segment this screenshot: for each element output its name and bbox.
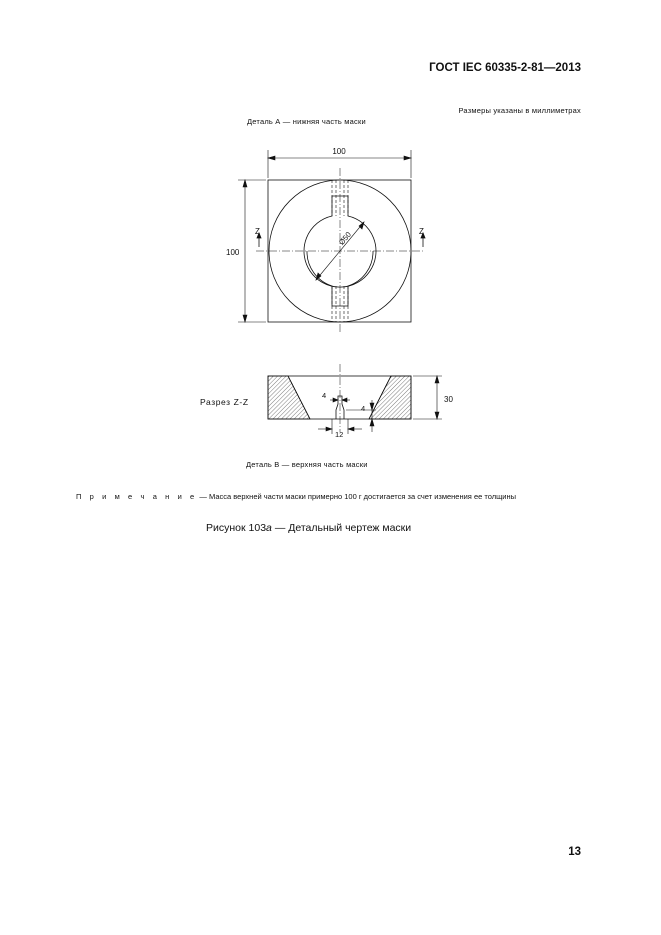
dim-width-label: 100 [332, 147, 346, 156]
detail-a-drawing [238, 150, 425, 334]
section-mark-right: Z [419, 227, 424, 236]
section-label: Разрез Z-Z [200, 397, 249, 407]
dim-section-height-label: 30 [444, 395, 453, 404]
dim-diameter-label: Ø50 [336, 230, 353, 247]
dimension-section-height [413, 376, 442, 419]
dim-slot-label: 4 [322, 391, 327, 400]
units-note: Размеры указаны в миллиметрах [458, 106, 581, 115]
section-hatch-right [369, 376, 411, 419]
note-label: П р и м е ч а н и е [76, 492, 198, 501]
dim-base-label: 12 [335, 430, 344, 439]
page-number: 13 [568, 846, 581, 858]
document-standard-number: ГОСТ IEC 60335-2-81—2013 [429, 62, 581, 74]
caption-prefix: Рисунок 103 [206, 522, 267, 534]
section-mark-left: Z [255, 227, 260, 236]
caption-suffix: а [266, 522, 272, 534]
note-text: Масса верхней части маски примерно 100 г достигается за счет изменения ее толщины [209, 492, 517, 501]
section-hatch-left [268, 376, 310, 419]
caption-title: — Детальный чертеж маски [274, 522, 412, 534]
dim-depth-label: 4 [361, 404, 366, 413]
detail-a-title: Деталь А — нижняя часть маски [247, 117, 366, 126]
figure-caption [206, 522, 411, 534]
note [76, 492, 516, 501]
note-dash: — [199, 492, 207, 501]
dim-height-label: 100 [226, 248, 240, 257]
detail-b-drawing [268, 364, 442, 434]
detail-b-title: Деталь В — верхняя часть маски [246, 460, 368, 469]
